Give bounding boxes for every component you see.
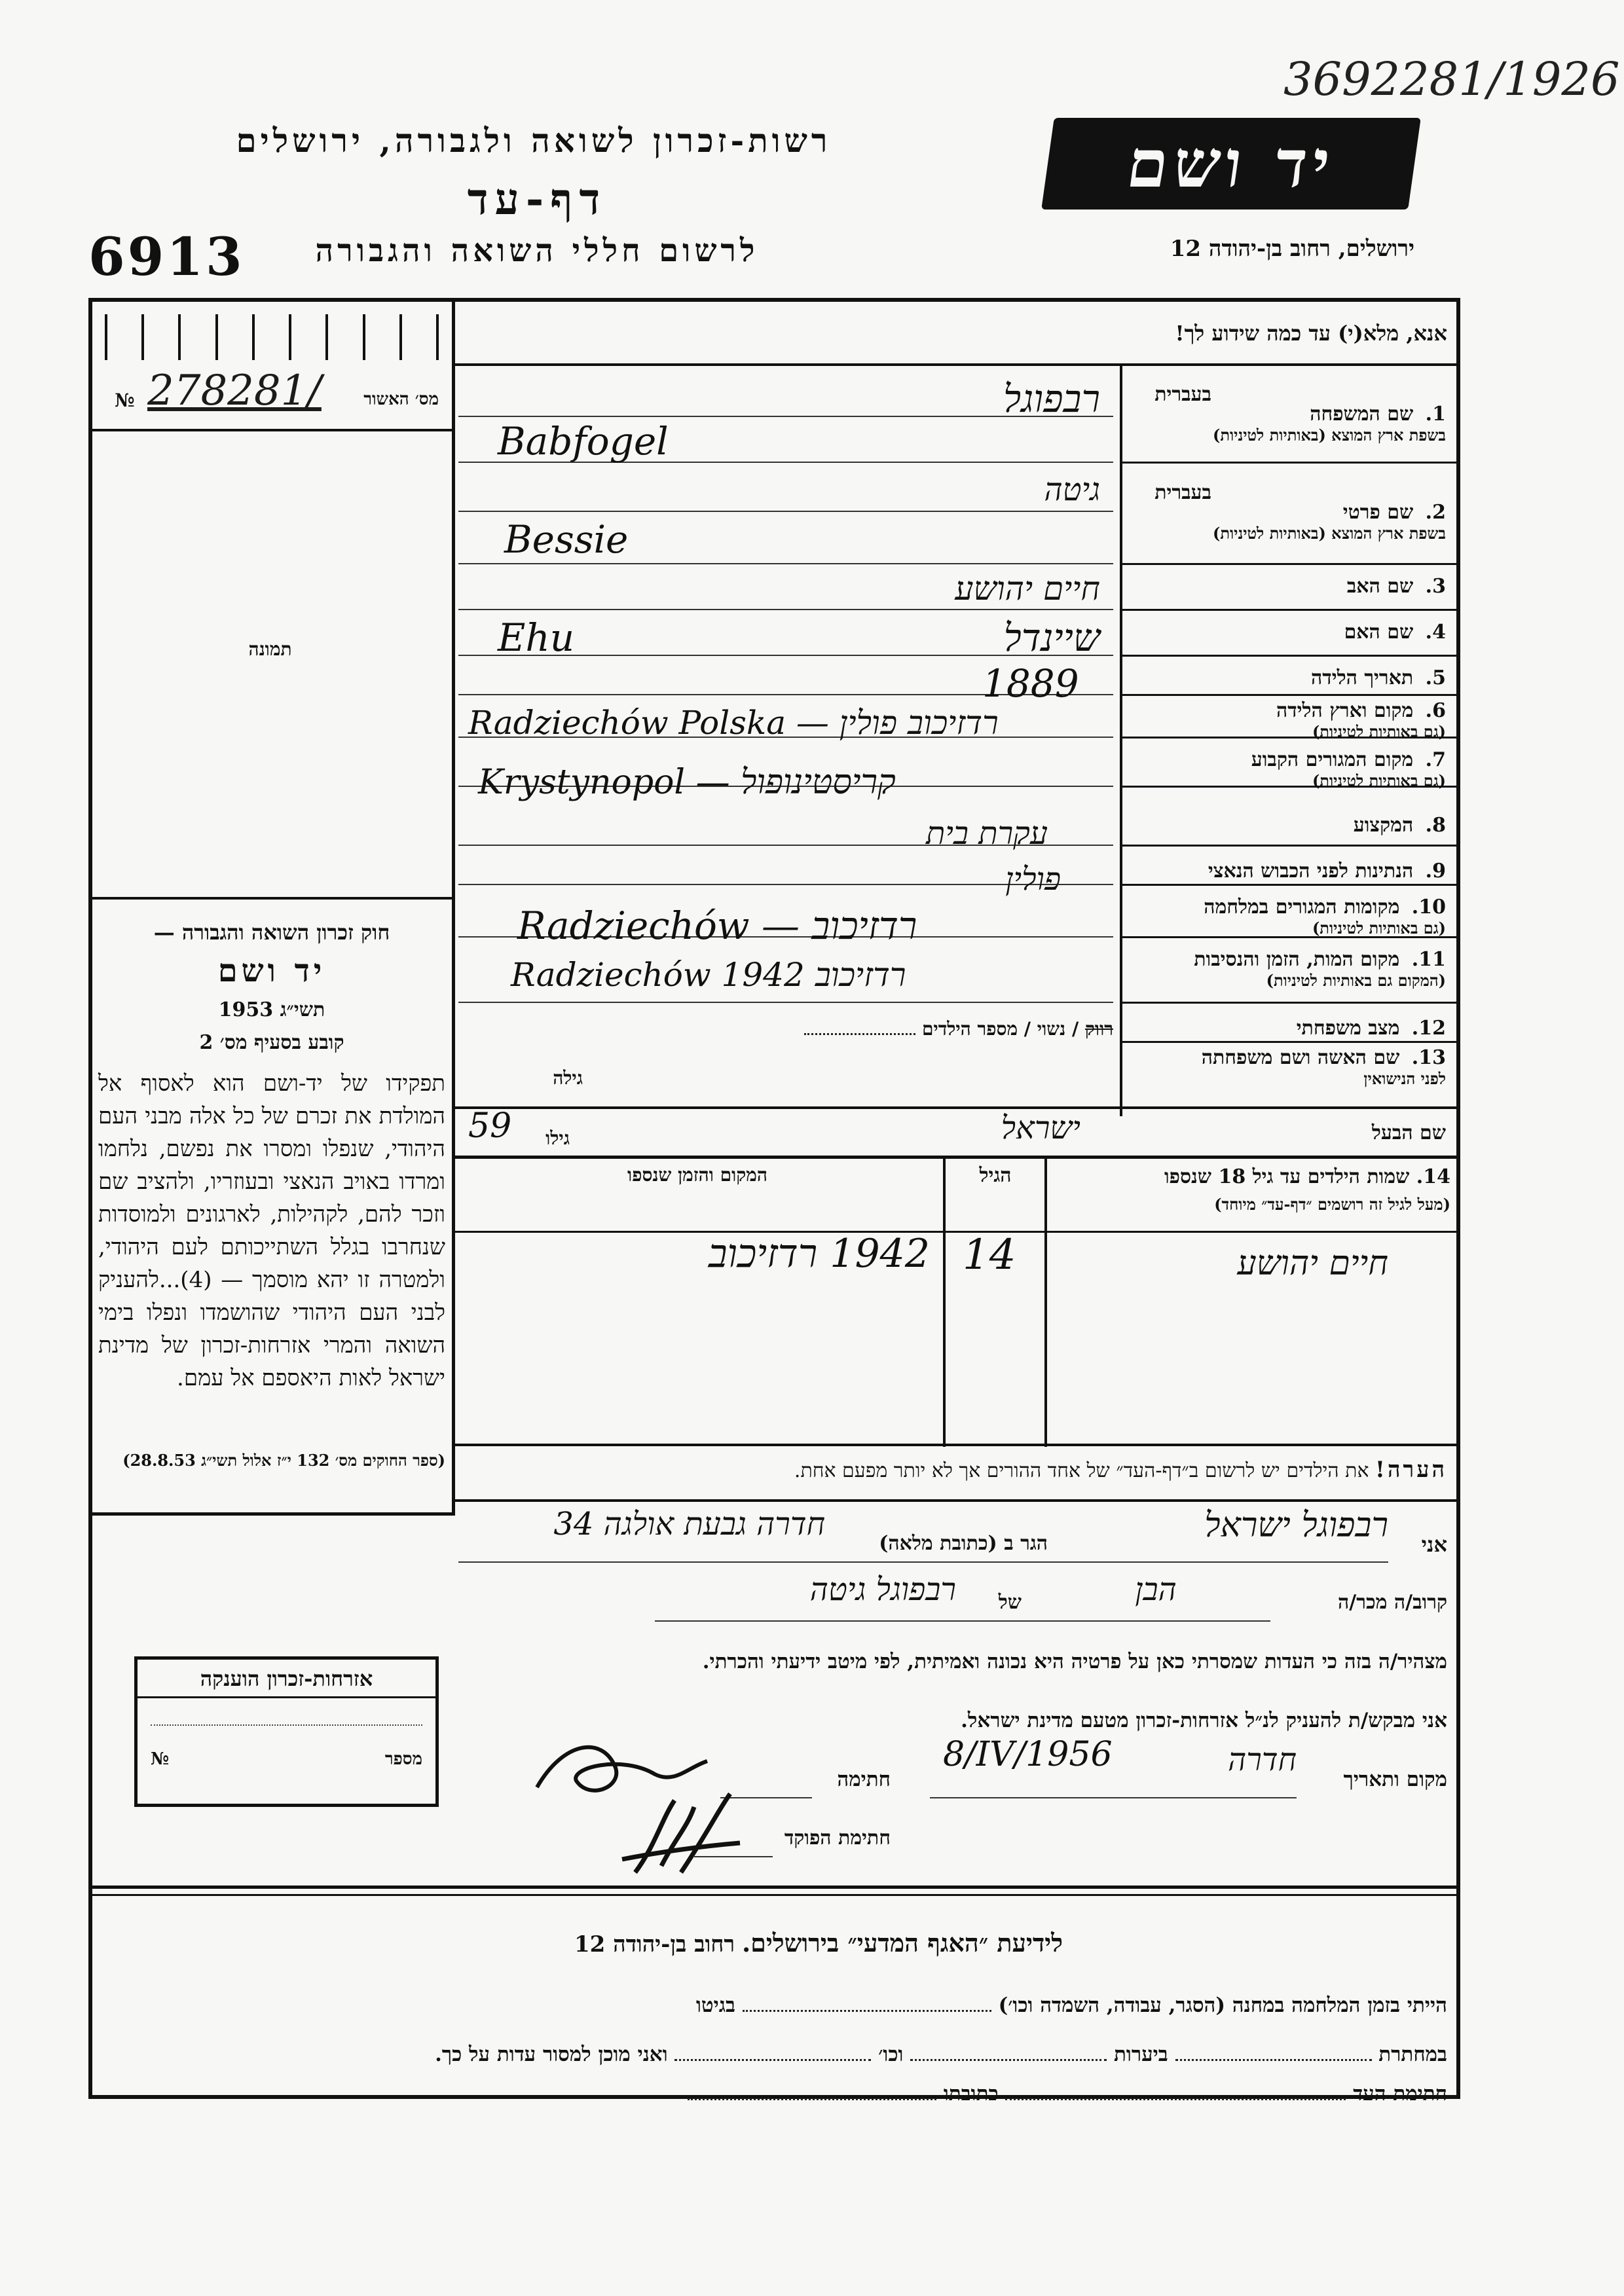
photo-label: תמונה [248,638,292,660]
law-name: יד ושם [217,953,326,989]
law-line [88,897,455,900]
form-row-number: 10. [1411,896,1446,919]
form-row-divider [1120,884,1460,886]
approval-no-symbol: № [115,390,135,411]
decl-signature-label: חתימה [837,1768,891,1791]
form-row-title: מצב משפחתי [1296,1017,1407,1040]
header-address: ירושלים, רחוב בן-יהודה 12 [1170,236,1414,262]
decl-relation: הבן [1135,1571,1177,1608]
form-row-subtitle: לפני הנישואין [1363,1069,1446,1088]
form-row-label [1128,860,1455,883]
decl-address: חדרה גבעת אולגה 34 [553,1506,825,1542]
decl-of-name: רבפוגל גיטה [809,1571,956,1608]
children-col-age: הגיל [979,1164,1012,1187]
form-row-number: 1. [1425,403,1446,426]
form-row-divider [1120,1002,1460,1004]
children-col1 [943,1156,946,1447]
form-row-label [1128,948,1455,991]
form-row-number: 3. [1425,575,1446,598]
marital-options [655,1018,1113,1040]
wife-separator [452,1106,1460,1109]
children-title-sub: (מעל לגיל זה רושמים ״דף-עד״ מיוחד) [1214,1195,1450,1214]
frame-top [88,298,1460,302]
footer-witness-sig-label: חתימת העד [1353,2082,1447,2105]
marital-options-text: / נשוי / מספר הילדים [921,1018,1079,1040]
form-row-divider [1120,609,1460,611]
form-row-subtitle: בשפת ארץ המוצא (באותיות לטיניות) [1213,426,1446,445]
in-hebrew-2: בעברית [1154,481,1211,504]
child-place: 1942 רדזיכוב [708,1231,930,1277]
decl-name: רבפוגל ישראל [1204,1506,1388,1545]
form-row-label [1128,1017,1455,1040]
child-name: חיים יהושע [1237,1244,1388,1283]
note [471,1457,1447,1483]
decl-place-date-label: מקום ותאריך [1343,1768,1447,1791]
form-row-number: 9. [1425,860,1446,883]
footer-line-2 [105,2043,1447,2066]
decl-place: חדרה [1228,1741,1297,1778]
firstname-hebrew: גיטה [1044,471,1100,508]
footer-etc-label: וכו׳ [878,2043,904,2066]
footer-witness-address-label: כתובתו [943,2082,999,2105]
form-row-number: 12. [1411,1017,1446,1040]
id-box [252,314,289,360]
form-row-label [1128,814,1455,837]
firstname-latin: Bessie [504,517,629,562]
form-row-subtitle: בשפת ארץ המוצא (באותיות לטיניות) [1213,524,1446,543]
form-row-divider [1120,462,1460,464]
form-subtitle: לרשום חללי השואה והגבורה [315,232,759,269]
children-col-place: המקום והזמן שנספו [627,1164,767,1186]
id-box [178,314,215,360]
surname-latin: Babfogel [498,419,669,464]
form-row-divider [1120,1041,1460,1043]
form-row-label [1128,501,1455,543]
form-row-number: 6. [1425,699,1446,722]
decl-date: 8/IV/1956 [943,1735,1113,1774]
footer-underground-label: במחתרת [1378,2043,1447,2066]
form-row-title: שם האם [1344,621,1420,644]
citizenship-number-symbol: № [151,1749,170,1769]
entry-line [458,511,1113,512]
form-row-divider [1120,694,1460,696]
form-row-title: שם המשפחה [1310,403,1420,426]
form-number: 6913 [88,226,245,287]
form-row-number: 8. [1425,814,1446,837]
form-row-title: הנתינות לפני הכבוש הנאצי [1208,860,1420,883]
form-row-number: 7. [1425,748,1446,771]
note-bottom [452,1499,1460,1502]
id-box [289,314,325,360]
entry-line [458,563,1113,564]
decl-line-1 [458,1561,1388,1563]
form-row-title: מקום וארץ הלידה [1276,699,1420,722]
footer-line-3 [105,2082,1447,2105]
form-row-number: 4. [1425,621,1446,644]
note-top [452,1444,1460,1446]
footer-sep-2 [88,1894,1460,1896]
decl-lives-in: הגר ב (כתובת מלאה) [879,1532,1048,1555]
citizenship-number-label: מספר [384,1749,422,1769]
footer-title: לידיעת ״האגף המדעי״ בירושלים. [741,1928,1063,1958]
form-row-label [1128,575,1455,598]
law-year: תשי״ג 1953 [218,998,325,1021]
decl-line-2 [655,1620,1270,1622]
form-row-title: מקום המגורים הקבוע [1251,748,1420,771]
authority-name: רשות-זכרון לשואה ולגבורה, ירושלים [236,121,832,160]
birth-date: 1889 [982,661,1079,706]
in-hebrew-1: בעברית [1154,383,1211,406]
footer-ghetto-label: בגיטו [696,1994,735,2017]
form-row-label [1128,403,1455,445]
decl-of: של [998,1591,1022,1614]
father-name: חיים יהושע [955,570,1100,608]
form-row-title: המקצוע [1353,814,1420,837]
wartime-residence: Radziechów — רדזיכוב [517,903,917,948]
form-row-title: תאריך הלידה [1311,666,1420,689]
archive-number: 3692281/1926 [1283,52,1620,106]
id-box [215,314,252,360]
form-row-label [1128,666,1455,689]
form-row-label [1128,748,1455,791]
wife-age-label: גילה [553,1067,583,1089]
form-row-divider [1120,845,1460,847]
form-row-subtitle: (גם באותיות לטיניות) [1312,771,1446,790]
form-row-title: שם האשה ושם משפחתה [1201,1046,1407,1069]
footer-line-1 [105,1994,1447,2017]
decl-line-3 [930,1797,1297,1798]
law-title: חוק זכרון השואה והגבורה — [153,920,390,945]
marital-single-struck: רווק [1084,1018,1113,1040]
footer-forests-label: ביערות [1114,2043,1168,2066]
footer-camp-label: הייתי בזמן המלחמה במחנה (הסגר, עבודה, השמדה וכו׳) [998,1994,1447,2017]
husband-age-label: גילו [545,1127,570,1149]
official-signature [616,1781,747,1879]
id-box [325,314,362,360]
form-row-subtitle: (גם באותיות לטיניות) [1312,722,1446,741]
law-reference: (ספר החוקים מס׳ 132 י״ז אלול תשי״ג 28.8.53) [122,1451,445,1470]
footer-address: רחוב בן-יהודה 12 [574,1931,735,1958]
approval-line [88,429,455,431]
note-label: הערה! [1375,1457,1447,1483]
decl-request: אני מבקש/ת להעניק לנ״ל אזרחות-זכרון מטעם מדינת ישראל. [961,1709,1447,1732]
surname-hebrew: רבפוגל [1003,376,1100,421]
form-row-number: 2. [1425,501,1446,524]
profession: עקרת בית [926,815,1048,852]
form-row-title: שם האב [1346,575,1420,598]
frame-right [1456,298,1460,2098]
footer-heading [458,1928,1179,1958]
death-place: Radziechów 1942 רדזיכוב [511,956,906,994]
note-text: את הילדים יש לרשום ב״דף-העד״ של אחד ההורים אך לא יותר מפעם אחת. [794,1459,1369,1482]
residence: Krystynopol — קריסטינופול [478,763,896,802]
decl-ani: אני [1421,1532,1447,1557]
form-row-label [1128,621,1455,644]
logo-text: יד ושם [1122,125,1340,202]
mother-hebrew: שיינדל [1003,615,1100,660]
approval-no-value: 278281/ [147,367,322,415]
id-box [105,314,141,360]
form-row-title: מקום המות, הזמן והנסיבות [1194,948,1407,971]
id-box [141,314,178,360]
citizenship-box [134,1656,439,1807]
decl-relative: קרוב/ה מכר/ה [1338,1591,1447,1614]
form-row-label [1128,1046,1455,1089]
intro-line [452,363,1460,366]
children-top [452,1156,1460,1159]
entry-line [458,1002,1113,1003]
husband-name: ישראל [1001,1110,1080,1146]
frame-left [88,298,92,2098]
children-col2 [1044,1156,1047,1447]
form-row-divider [1120,563,1460,565]
id-box [399,314,439,360]
form-row-divider [1120,655,1460,657]
approval-no-label: מס׳ האשור [363,390,439,409]
decl-official-label: חתימת הפוקד [784,1827,891,1850]
mother-latin: Ehu [498,615,575,660]
form-row-label [1128,896,1455,938]
form-row-label [1128,699,1455,742]
form-row-number: 5. [1425,666,1446,689]
form-row-label [1128,1121,1455,1144]
yad-vashem-logo [1041,118,1421,210]
left-column-divider [452,298,455,1516]
id-box [363,314,399,360]
form-intro: אנא, מלא(י) עד כמה שידוע לך! [1175,321,1447,346]
birth-place: Radziechów Polska — רדזיכוב פולין [468,704,999,742]
decl-statement: מצהיר/ה בזה כי העדות שמסרתי כאן על פרטיה היא נכונה ואמיתית, לפי מיטב ידיעתי והכרתי. [702,1650,1447,1673]
entry-line [458,609,1113,610]
form-row-subtitle: (גם באותיות לטיניות) [1312,919,1446,938]
law-text: תפקידו של יד-ושם הוא לאסוף אל המולדת את זכרם של כל אלה מבני העם היהודי, שנפלו ומסרו את נפשם, נלחמו ומרדו באויב הנאצי ובעוזריו, ולהציב שם וזכר להם, לקהילות, לארגונים ולמוסדות שנחרבו בגלל השתייכותם לעם היהודי, ולמטרה זו יהא מוסמך — (4)...להעניק לבני העם היהודי שהושמדו ונפלו בימי השואה והמרי אזרחות-זכרון של מדינת ישראל לאות היאספם אל עמם. [98,1070,445,1391]
form-row-number: 11. [1411,948,1446,971]
husband-age: 59 [468,1106,512,1146]
children-title: 14. שמות הילדים עד גיל 18 שנספו [1164,1165,1450,1188]
child-age: 14 [963,1231,1016,1279]
form-title: דף-עד [467,173,607,225]
official-line [694,1856,773,1857]
footer-ready-label: ואני מוכן למסור עדות על כך. [435,2043,668,2066]
footer-sep-1 [88,1886,1460,1889]
form-row-subtitle: (המקום גם באותיות לטיניות) [1266,971,1446,990]
law-clause: קובע בסעיף מס׳ 2 [199,1031,344,1054]
form-row-title: מקומות המגורים במלחמה [1204,896,1407,919]
left-column-bottom [88,1512,455,1516]
citizenship-title: אזרחות-זכרון הוענקה [138,1660,435,1698]
nationality: פולין [1005,861,1061,898]
form-row-title: שם פרטי [1342,501,1420,524]
form-row-title: שם הבעל [1371,1121,1446,1144]
id-boxes [105,314,439,360]
form-row-number: 13. [1411,1046,1446,1069]
